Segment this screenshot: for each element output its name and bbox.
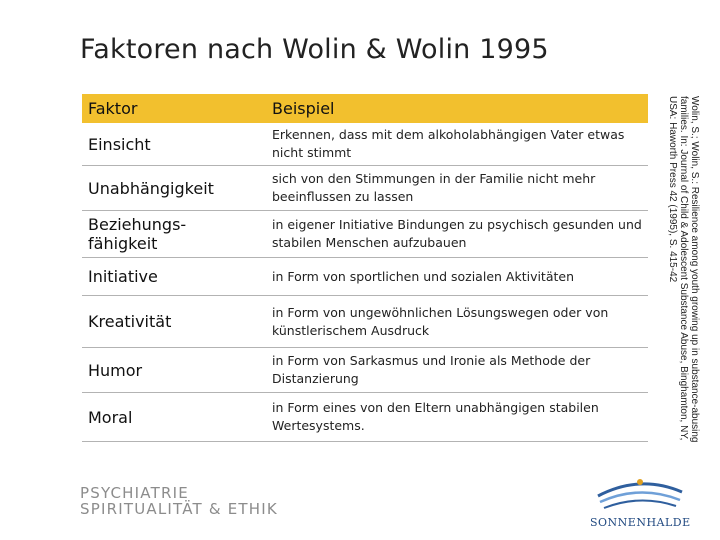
faktor-cell: Einsicht [82,123,268,166]
logo-line: SPIRITUALITÄT & ETHIK [80,500,278,518]
column-header-beispiel: Beispiel [268,94,648,123]
table-header-row [82,94,648,123]
citation-line: families. In: Journal of Child & Adolescent Substance Abuse, Binghamton, NY, [678,96,689,441]
table-row [82,393,648,442]
faktor-cell: Initiative [82,258,268,296]
faktor-cell: Unabhängigkeit [82,166,268,211]
citation-line: Wolin, S.; Wolin, S.: Resilience among youth growing up in substance-abusing [689,96,700,443]
beispiel-cell: in eigener Initiative Bindungen zu psychisch gesunden und stabilen Menschen aufzubauen [268,211,648,258]
table-row [82,211,648,258]
table-row [82,348,648,393]
faktor-cell: Kreativität [82,296,268,348]
beispiel-cell: in Form eines von den Eltern unabhängigen stabilen Wertesystems. [268,393,648,442]
psychiatrie-logo [80,485,278,517]
table-row [82,123,648,166]
table-row [82,166,648,211]
sonnenhalde-label: SONNENHALDE [590,516,691,529]
beispiel-cell: Erkennen, dass mit dem alkoholabhängigen Vater etwas nicht stimmt [268,123,648,166]
citation-line: USA: Haworth Press 42 (1995), S. 415-42 [667,96,678,283]
table-row [82,258,648,296]
faktor-cell: Humor [82,348,268,393]
faktor-cell [82,211,268,258]
faktor-cell: Moral [82,393,268,442]
sonnenhalde-emblem-icon [590,470,690,518]
column-header-faktor: Faktor [82,94,268,123]
beispiel-cell: in Form von ungewöhnlichen Lösungswegen oder von künstlerischem Ausdruck [268,296,648,348]
faktor-text: Beziehungs-fähigkeit [88,215,187,253]
page-title: Faktoren nach Wolin & Wolin 1995 [80,34,549,65]
beispiel-cell: in Form von Sarkasmus und Ironie als Methode der Distanzierung [268,348,648,393]
factors-table [82,94,648,442]
sonnenhalde-logo [590,470,690,530]
table-row [82,296,648,348]
beispiel-cell: sich von den Stimmungen in der Familie nicht mehr beeinflussen zu lassen [268,166,648,211]
citation-text [668,96,700,452]
logo-line: PSYCHIATRIE [80,484,189,502]
beispiel-cell: in Form von sportlichen und sozialen Aktivitäten [268,258,648,296]
